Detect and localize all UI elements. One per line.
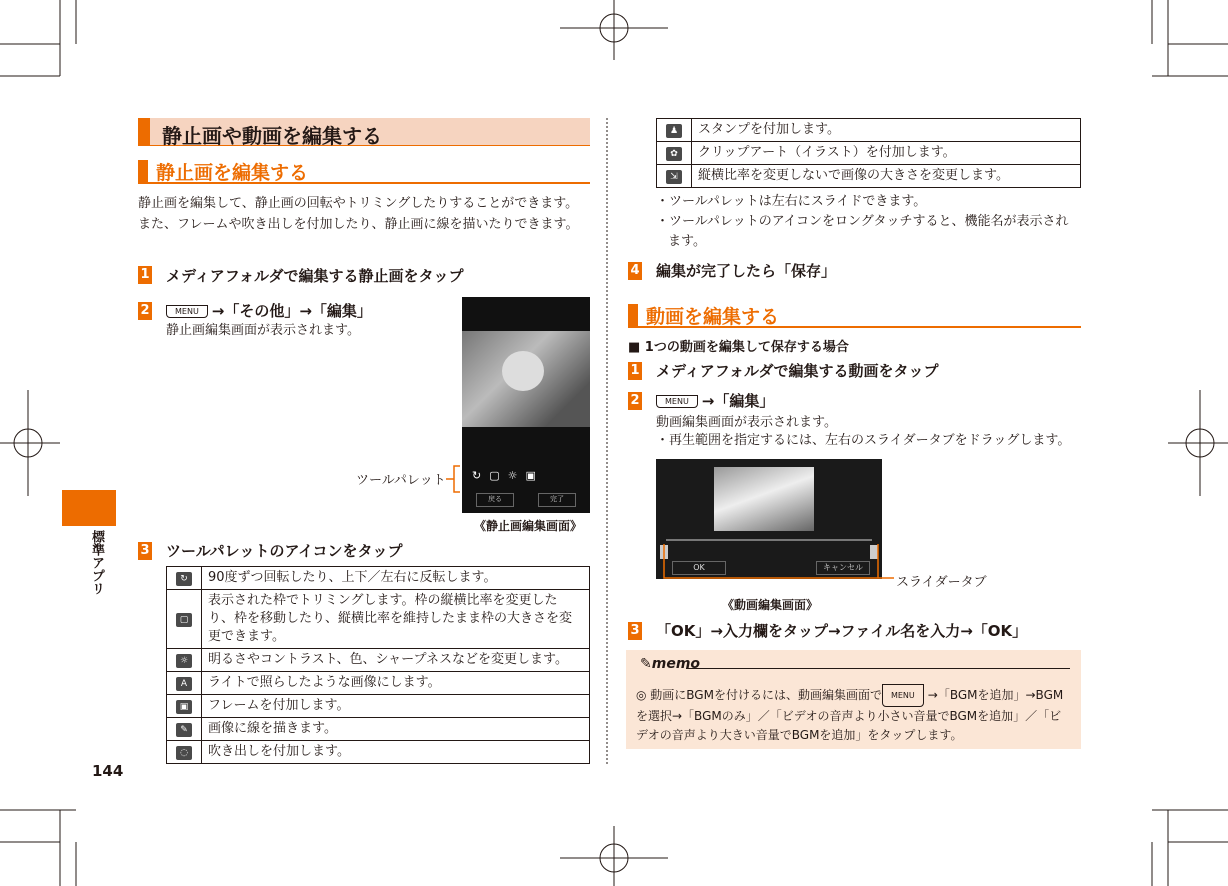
cat-head: [502, 351, 544, 391]
menu-key: MENU: [656, 395, 698, 408]
ok-button[interactable]: OK: [672, 561, 726, 575]
photo-screen-caption: 《静止画編集画面》: [474, 519, 583, 533]
s2-step2: MENU →「編集」: [656, 390, 774, 411]
bullet: ・ツールパレットは左右にスライドできます。: [656, 194, 927, 209]
photo-edit-screen: [462, 297, 590, 513]
balloon-icon: ◌: [176, 746, 192, 760]
step-number: 3: [628, 622, 642, 640]
draw-icon: ✎: [176, 723, 192, 737]
tool-table: [166, 566, 590, 764]
step-number: 1: [628, 362, 642, 380]
back-button[interactable]: 戻る: [476, 493, 514, 507]
menu-key: MENU: [166, 305, 208, 318]
s1-step3: ツールパレットのアイコンをタップ: [166, 542, 403, 560]
video-screen-caption: 《動画編集画面》: [722, 598, 819, 612]
step-number: 1: [138, 266, 152, 284]
tool-table-right: [656, 118, 1081, 188]
side-label: 標準アプリ: [89, 530, 104, 595]
main-heading: 静止画や動画を編集する: [138, 118, 590, 146]
s1-step4: 編集が完了したら「保存」: [656, 262, 837, 280]
palette-bracket: [446, 464, 466, 494]
slider-callout: [656, 540, 896, 584]
pencil-icon: ✎: [640, 656, 652, 672]
s1-step2-note: 静止画編集画面が表示されます。: [166, 323, 360, 338]
section1-heading: 静止画を編集する: [138, 158, 590, 184]
table-row: ▢ 表示された枠でトリミングします。枠の縦横比率を変更したり、枠を移動したり、縦横比率を維持したまま枠の大きさを変更できます。: [167, 590, 590, 649]
memo-box: [626, 650, 1081, 749]
memo-text: ◎ 動画にBGMを付けるには、動画編集画面で MENU →「BGMを追加」→BGMを選択→「BGMのみ」／「ビデオの音声より小さい音量でBGMを追加」／「ビデオの音声より大きい音量でBGMを追加」をタップします。: [636, 684, 1072, 745]
table-row: ✿ クリップアート（イラスト）を付加します。: [657, 142, 1081, 165]
clipart-icon: ✿: [666, 147, 682, 161]
light-icon: A: [176, 677, 192, 691]
s1-step1: メディアフォルダで編集する静止画をタップ: [166, 267, 464, 285]
memo-rule: [686, 668, 1070, 669]
table-row: ♟ スタンプを付加します。: [657, 119, 1081, 142]
resize-icon: ⇲: [666, 170, 682, 184]
bullet: ・再生範囲を指定するには、左右のスライダータブをドラッグします。: [656, 433, 1071, 448]
stamp-icon: ♟: [666, 124, 682, 138]
page-number: 144: [92, 762, 124, 780]
section1-intro: 静止画を編集して、静止画の回転やトリミングしたりすることができます。また、フレームや吹き出しを付加したり、静止画に線を描いたりできます。: [138, 196, 579, 232]
memo-label: ✎memo: [640, 656, 701, 672]
s2-step3: 「OK」→入力欄をタップ→ファイル名を入力→「OK」: [656, 622, 1028, 640]
section2-heading: 動画を編集する: [628, 302, 1081, 328]
step-number: 3: [138, 542, 152, 560]
slider-label: スライダータブ: [896, 575, 987, 590]
cancel-button[interactable]: キャンセル: [816, 561, 870, 575]
cat-photo: [462, 331, 590, 427]
table-row: ⇲ 縦横比率を変更しないで画像の大きさを変更します。: [657, 165, 1081, 188]
table-row: ☼ 明るさやコントラスト、色、シャープネスなどを変更します。: [167, 649, 590, 672]
table-row: ▣ フレームを付加します。: [167, 695, 590, 718]
s2-subhead: ■ 1つの動画を編集して保存する場合: [628, 340, 849, 355]
table-row: A ライトで照らしたような画像にします。: [167, 672, 590, 695]
s1-step2: MENU →「その他」→「編集」: [166, 300, 372, 321]
step-number: 4: [628, 262, 642, 280]
adjust-icon: ☼: [176, 654, 192, 668]
done-button[interactable]: 完了: [538, 493, 576, 507]
palette-label: ツールパレット: [356, 473, 446, 488]
step-number: 2: [628, 392, 642, 410]
table-row: ◌ 吹き出しを付加します。: [167, 741, 590, 764]
trim-icon: ▢: [176, 613, 192, 627]
tool-palette[interactable]: ↻▢☼▣: [472, 469, 544, 482]
table-row: ↻ 90度ずつ回転したり、上下／左右に反転します。: [167, 567, 590, 590]
rotate-icon: ↻: [176, 572, 192, 586]
bullet: ・ツールパレットのアイコンをロングタッチすると、機能名が表示されます。: [656, 214, 1069, 249]
s2-step1: メディアフォルダで編集する動画をタップ: [656, 362, 939, 380]
menu-key: MENU: [882, 684, 924, 707]
step-number: 2: [138, 302, 152, 320]
table-row: ✎ 画像に線を描きます。: [167, 718, 590, 741]
video-thumbnail: [714, 467, 814, 531]
section-tab: [62, 490, 116, 526]
frame-icon: ▣: [176, 700, 192, 714]
s2-step2-note: 動画編集画面が表示されます。: [656, 415, 837, 430]
